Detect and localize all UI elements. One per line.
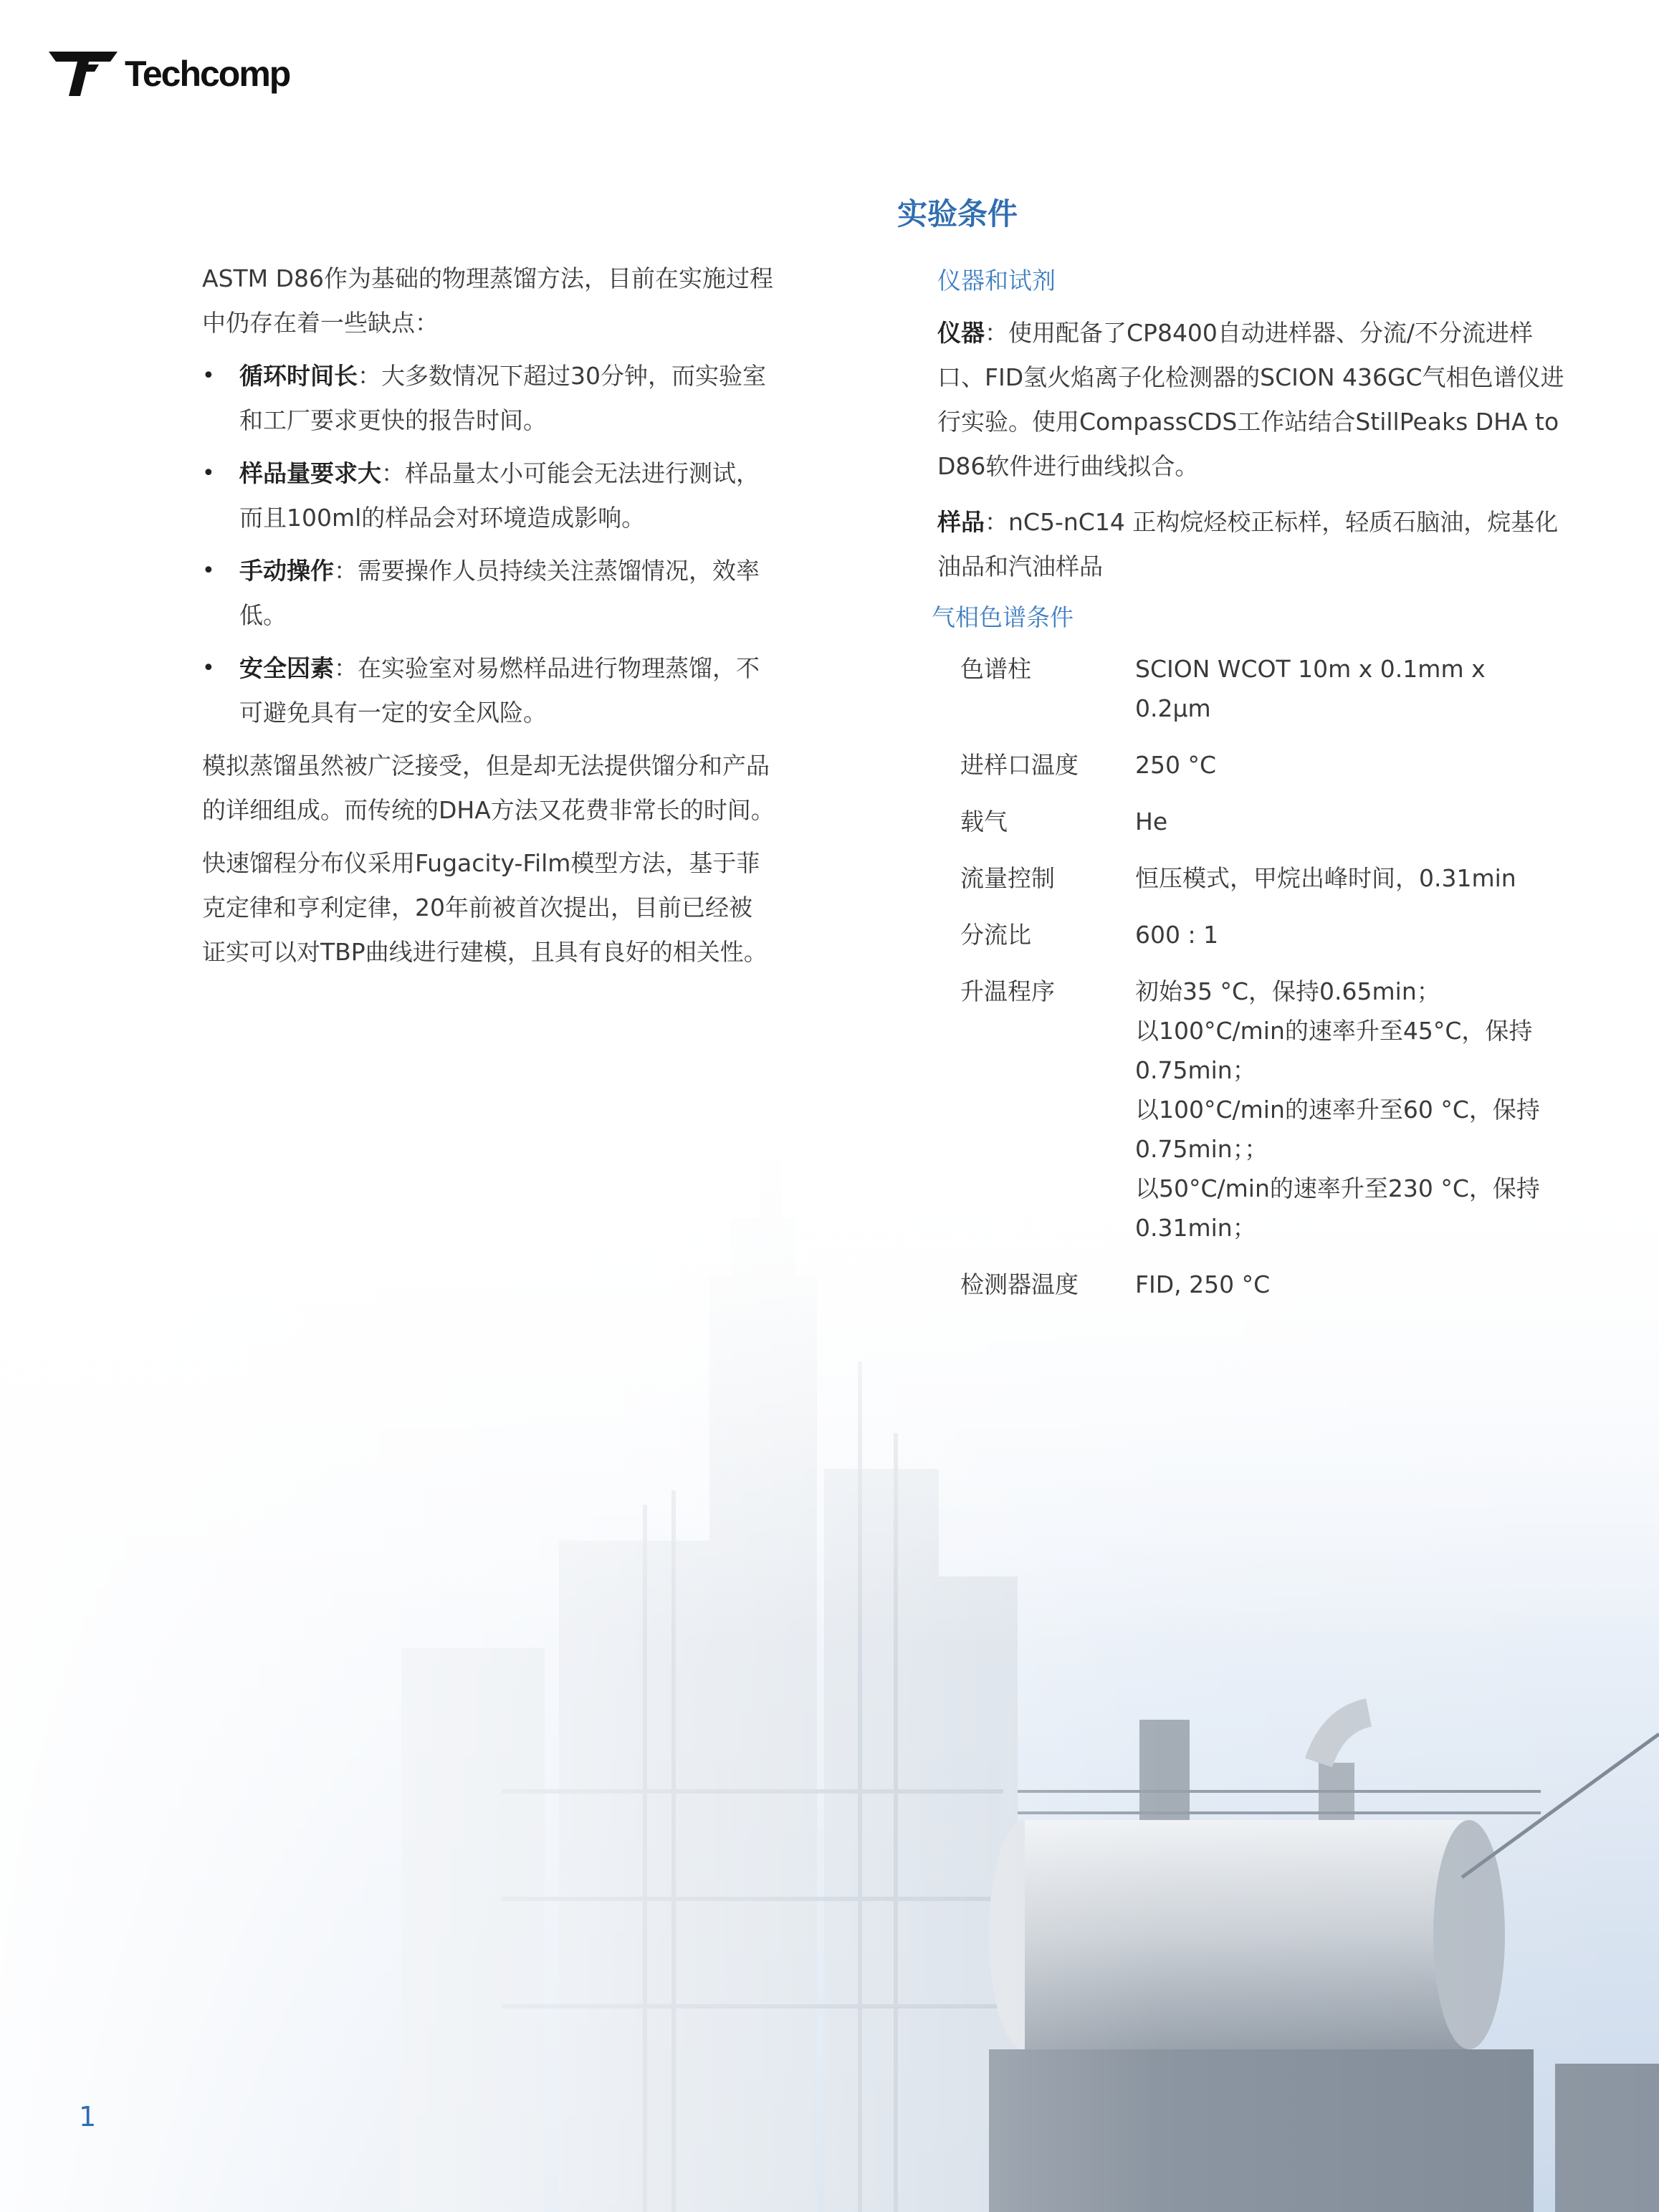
bullet-title: 手动操作	[239, 557, 334, 585]
condition-line: 600 : 1	[1135, 921, 1219, 949]
bullet-icon: •	[202, 461, 215, 486]
table-row	[960, 858, 1562, 898]
bullet-text: 需要操作人员持续关注蒸馏情况，效率低。	[239, 557, 760, 629]
condition-line: 恒压模式，甲烷出峰时间，0.31min	[1135, 864, 1516, 892]
bullet-icon: •	[202, 558, 215, 583]
condition-label: 载气	[960, 808, 1008, 836]
instrument-label: 仪器	[937, 319, 985, 347]
sample-label: 样品	[937, 508, 985, 536]
section-title: 实验条件	[897, 196, 1018, 231]
condition-label: 升温程序	[960, 977, 1055, 1005]
condition-value	[1135, 858, 1562, 898]
intro-paragraph: ASTM D86作为基础的物理蒸馏方法，目前在实施过程中仍存在着一些缺点：	[202, 264, 774, 337]
brand-name: Techcomp	[125, 54, 290, 94]
gc-conditions-table	[960, 649, 1562, 1321]
instrument-text: 使用配备了CP8400自动进样器、分流/不分流进样口、FID氢火焰离子化检测器的SCION 436GC气相色谱仪进行实验。使用CompassCDS工作站结合StillPeaks DHA to D86软件进行曲线拟合。	[937, 319, 1564, 480]
list-item	[202, 354, 775, 443]
bullet-title: 安全因素	[239, 654, 334, 682]
condition-line: 以100°C/min的速率升至60 °C，保持0.75min；；	[1135, 1096, 1540, 1163]
simdist-paragraph: 模拟蒸馏虽然被广泛接受，但是却无法提供馏分和产品的详细组成。而传统的DHA方法又花费非常长的时间。	[202, 752, 775, 824]
gc-conditions-heading: 气相色谱条件	[932, 603, 1074, 631]
fugacity-paragraph: 快速馏程分布仪采用Fugacity-Film模型方法，基于菲克定律和亨利定律，20年前被首次提出，目前已经被证实可以对TBP曲线进行建模，且具有良好的相关性。	[202, 849, 768, 966]
table-row	[960, 649, 1562, 728]
list-item	[202, 549, 775, 638]
page-number: 1	[79, 2101, 97, 2132]
condition-line: 以50°C/min的速率升至230 °C，保持0.31min；	[1135, 1174, 1540, 1242]
condition-line: 初始35 °C，保持0.65min；	[1135, 977, 1440, 1005]
list-item	[202, 451, 775, 540]
sample-text: nC5-nC14 正构烷烃校正标样，轻质石脑油，烷基化油品和汽油样品	[937, 508, 1559, 580]
left-column	[202, 257, 775, 983]
bullet-text: 样品量太小可能会无法进行测试， 而且100ml的样品会对环境造成影响。	[239, 459, 760, 532]
bullet-title: 样品量要求大	[239, 459, 381, 487]
table-row	[960, 802, 1562, 841]
condition-value	[1135, 649, 1562, 728]
table-row	[960, 915, 1562, 954]
condition-value	[1135, 915, 1562, 954]
instrument-paragraph	[937, 311, 1568, 489]
condition-value	[1135, 1265, 1562, 1304]
condition-line: 250 °C	[1135, 751, 1217, 779]
table-row	[960, 745, 1562, 785]
instrument-heading: 仪器和试剂	[937, 267, 1056, 295]
drawbacks-list	[202, 354, 775, 735]
bullet-text: 大多数情况下超过30分钟，而实验室和工厂要求更快的报告时间。	[239, 362, 766, 434]
condition-label: 检测器温度	[960, 1270, 1079, 1298]
techcomp-logo	[49, 50, 290, 97]
bullet-separator: ：	[358, 362, 381, 390]
sample-separator: ：	[985, 508, 1008, 536]
condition-line: FID, 250 °C	[1135, 1270, 1271, 1298]
table-row	[960, 972, 1562, 1248]
sample-paragraph	[937, 500, 1568, 589]
condition-label: 进样口温度	[960, 751, 1079, 779]
condition-line: He	[1135, 808, 1168, 836]
condition-value	[1135, 802, 1562, 841]
list-item	[202, 646, 775, 735]
bullet-text: 在实验室对易燃样品进行物理蒸馏，不可避免具有一定的安全风险。	[239, 654, 760, 727]
condition-value	[1135, 972, 1562, 1248]
bullet-separator: ：	[334, 557, 358, 585]
bullet-icon: •	[202, 656, 215, 681]
bullet-separator: ：	[334, 654, 358, 682]
table-row	[960, 1265, 1562, 1304]
techcomp-logo-icon	[49, 52, 118, 96]
condition-line: 以100°C/min的速率升至45°C，保持0.75min；	[1135, 1017, 1533, 1084]
condition-label: 色谱柱	[960, 655, 1031, 683]
condition-line: SCION WCOT 10m x 0.1mm x 0.2μm	[1135, 655, 1486, 722]
bullet-title: 循环时间长	[239, 362, 358, 390]
condition-label: 分流比	[960, 921, 1031, 949]
instrument-separator: ：	[985, 319, 1008, 347]
bullet-separator: ：	[381, 459, 405, 487]
bullet-icon: •	[202, 363, 215, 388]
condition-value	[1135, 745, 1562, 785]
condition-label: 流量控制	[960, 864, 1055, 892]
